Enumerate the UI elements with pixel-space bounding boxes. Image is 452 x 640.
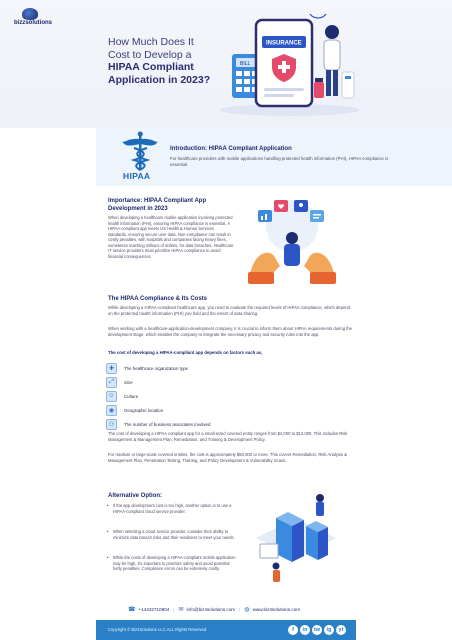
- small-entity-cost-text: The cost of developing a HIPAA compliant app for a small-sized covered entity ranges from $4,000 to $12,000. This includes Risk Management & Management Plan, Remediation, and Training & Development Policy.: [108, 431, 348, 442]
- insurance-illustration: [210, 14, 360, 118]
- instagram-icon[interactable]: ig: [324, 625, 334, 635]
- importance-text: When developing a healthcare mobile application involving protected health information (PHI), ensuring HIPAA compliance is essential. A HIPAA-compliant app meets US Health & Human Services standards, ensuring secure user data. Non-compliance can result in costly penalties, with hospitals and companies facing heavy fines, sometimes reaching millions of dollars, for data breaches. Healthcare IT service providers must prioritize HIPAA compliance to avoid financial consequences.: [108, 215, 234, 259]
- website-link[interactable]: www.biz4solutions.com: [252, 606, 301, 612]
- intro-heading: Introduction: HIPAA Compliant Application: [170, 146, 292, 152]
- people-icon: ☺: [106, 391, 117, 402]
- compliance-para-2: When working with a healthcare-application-development company, it is crucial to inform them about HIPAA requirements during the development stage, which enables the company to integrate the necessary privacy and security rules into the app.: [108, 326, 353, 337]
- list-item: ⤢ Size: [106, 376, 133, 388]
- svg-text:BILL: BILL: [240, 61, 251, 67]
- doc-card-icon: [310, 210, 324, 222]
- list-item: • While the costs of developing a HIPAA-compliant mobile application may be high, it's important to prioritize safety and avoid potential hefty penalties. Compliance errors can be extremely costly.: [106, 555, 238, 572]
- heart-card-icon: [274, 200, 288, 212]
- phone-link[interactable]: +14432710804: [138, 606, 170, 612]
- twitter-icon[interactable]: tw: [313, 627, 321, 633]
- resize-icon: ⤢: [106, 377, 117, 388]
- large-entity-cost-text: For medium or large-scale covered entities, the cost is approximately $50,000 or more. This covers Remediation, Risk Analysis & Management Plan, Penetration Testing, Training, and Policy Development & Vulnerability Scans.: [108, 452, 347, 463]
- compliance-para-1: While developing a HIPAA-compliant healthcare app, you need to evaluate the required levels of HIPAA compliance, which depend on the protected health information (PHI) you hold and the extent of data sharing.: [108, 305, 350, 316]
- intro-text: For healthcare providers with mobile applications handling protected health information (PHI), HIPAA compliance is essential.: [170, 156, 389, 167]
- chart-card-icon: [258, 210, 272, 222]
- list-item: ✚ The healthcare organization type: [106, 362, 188, 374]
- linkedin-icon[interactable]: in: [300, 625, 310, 635]
- pills-icon: [342, 72, 354, 98]
- title-line-3: HIPAA Compliant: [108, 61, 194, 73]
- cloud-icon: [308, 14, 328, 18]
- list-item: ⚇ The number of business associates involved: [106, 418, 210, 430]
- globe-icon: ◍: [244, 606, 250, 613]
- logo-mark-icon: [22, 8, 38, 20]
- brand-logo[interactable]: [14, 8, 52, 26]
- associates-icon: ⚇: [106, 419, 117, 430]
- phone-icon: ☎: [128, 606, 136, 613]
- cost-factors-intro: The cost of developing a HIPAA-compliant app depends on factors such as,: [108, 350, 263, 355]
- list-item: ◉ Geographic location: [106, 404, 163, 416]
- list-item: ☺ Culture: [106, 390, 138, 402]
- server-icon: [306, 521, 328, 560]
- location-pin-icon: ◉: [106, 405, 117, 416]
- title-line-4: Application in 2023?: [108, 73, 211, 86]
- list-item: • If the app development cost is too high, another option is to use a HIPAA-compliant cloud service provider.: [106, 503, 238, 514]
- alternative-heading: Alternative Option:: [108, 493, 163, 499]
- page-title: [108, 36, 218, 86]
- user-card-icon: [294, 200, 308, 212]
- caduceus-icon: [120, 130, 160, 172]
- person-figure: [284, 232, 300, 266]
- data-protection-illustration: [244, 196, 340, 288]
- brand-name: bizzsolutions: [14, 20, 52, 26]
- title-line-2: Cost to Develop a: [108, 48, 192, 61]
- cloud-servers-illustration: [246, 488, 346, 588]
- list-item: • When selecting a cloud service provider, consider their ability to minimize data breach risks and their readiness to meet your needs.: [106, 529, 238, 540]
- facebook-icon[interactable]: f: [288, 625, 298, 635]
- email-link[interactable]: info@biz4solutions.com: [186, 606, 236, 612]
- youtube-icon[interactable]: yt: [336, 625, 346, 635]
- title-line-1: How Much Does It: [108, 36, 194, 48]
- email-icon: ✉: [178, 606, 184, 613]
- importance-heading: Importance: HIPAA Compliant App Development in 2023: [108, 198, 207, 212]
- contact-bar: ☎ +14432710804 | ✉ info@biz4solutions.com | ◍ www.biz4solutions.com: [128, 606, 301, 613]
- laptop-icon: [260, 544, 278, 558]
- server-icon: [276, 512, 304, 562]
- hipaa-badge: HIPAA: [123, 171, 151, 181]
- compliance-heading: The HIPAA Compliance & Its Costs: [108, 296, 208, 302]
- person-figure: [316, 494, 324, 502]
- medicine-bottle-icon: [314, 78, 324, 98]
- svg-text:INSURANCE: INSURANCE: [266, 40, 302, 47]
- hospital-icon: ✚: [106, 363, 117, 374]
- copyright-text: Copyright © Biz4Solutions LLC.ALL Rights Reserved.: [108, 627, 208, 632]
- doctor-figure: [324, 25, 340, 96]
